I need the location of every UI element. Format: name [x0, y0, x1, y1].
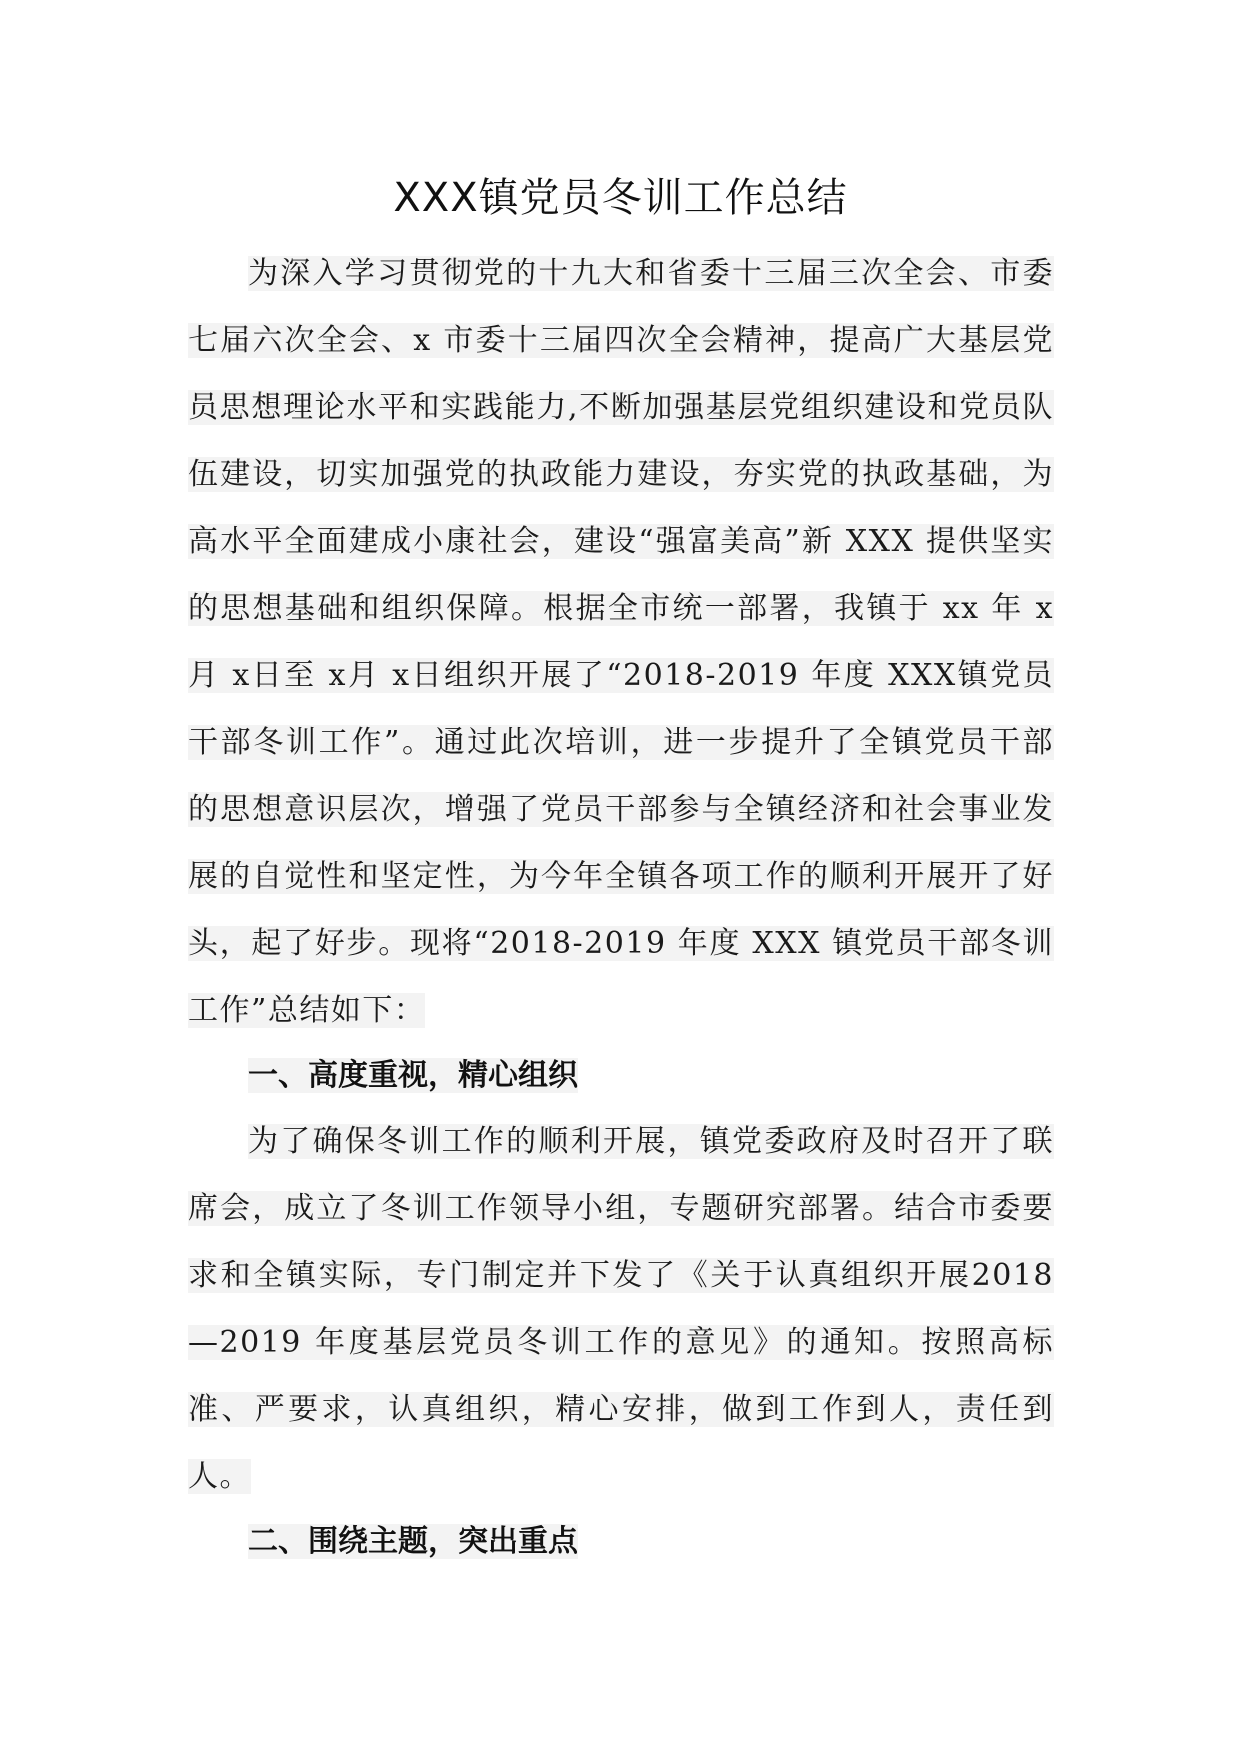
paragraph-intro	[188, 240, 1054, 1044]
section-heading-2-block	[188, 1508, 1054, 1575]
section-heading-1-block	[188, 1042, 1054, 1109]
paragraph-section-1-text: 为了确保冬训工作的顺利开展，镇党委政府及时召开了联席会，成立了冬训工作领导小组，专题研究部署。结合市委要求和全镇实际，专门制定并下发了《关于认真组织开展2018—2019 年度基层党员冬训工作的意见》的通知。按照高标准、严要求，认真组织，精心安排，做到工作到人，责任到人。	[188, 1124, 1054, 1494]
section-heading-2	[188, 1508, 1054, 1575]
section-heading-1	[188, 1042, 1054, 1109]
section-heading-2-text: 二、围绕主题，突出重点	[248, 1524, 578, 1559]
paragraph-intro-text: 为深入学习贯彻党的十九大和省委十三届三次全会、市委七届六次全会、x 市委十三届四次全会精神，提高广大基层党员思想理论水平和实践能力,不断加强基层党组织建设和党员队伍建设，切实加强党的执政能力建设，夯实党的执政基础，为高水平全面建成小康社会，建设“强富美高”新 XXX 提供坚实的思想基础和组织保障。根据全市统一部署，我镇于 xx 年 x月 x日至 x月 x日组织开展了“2018-2019 年度 XXX镇党员干部冬训工作”。通过此次培训，进一步提升了全镇党员干部的思想意识层次，增强了党员干部参与全镇经济和社会事业发展的自觉性和坚定性，为今年全镇各项工作的顺利开展开了好头，起了好步。现将“2018-2019 年度 XXX 镇党员干部冬训工作”总结如下：	[188, 256, 1054, 1028]
paragraph-section-1-block	[188, 1108, 1054, 1510]
paragraph-section-1	[188, 1108, 1054, 1510]
section-heading-1-text: 一、高度重视，精心组织	[248, 1058, 578, 1093]
document-title: XXX镇党员冬训工作总结	[393, 175, 848, 221]
paragraph-intro-block	[188, 240, 1054, 1044]
